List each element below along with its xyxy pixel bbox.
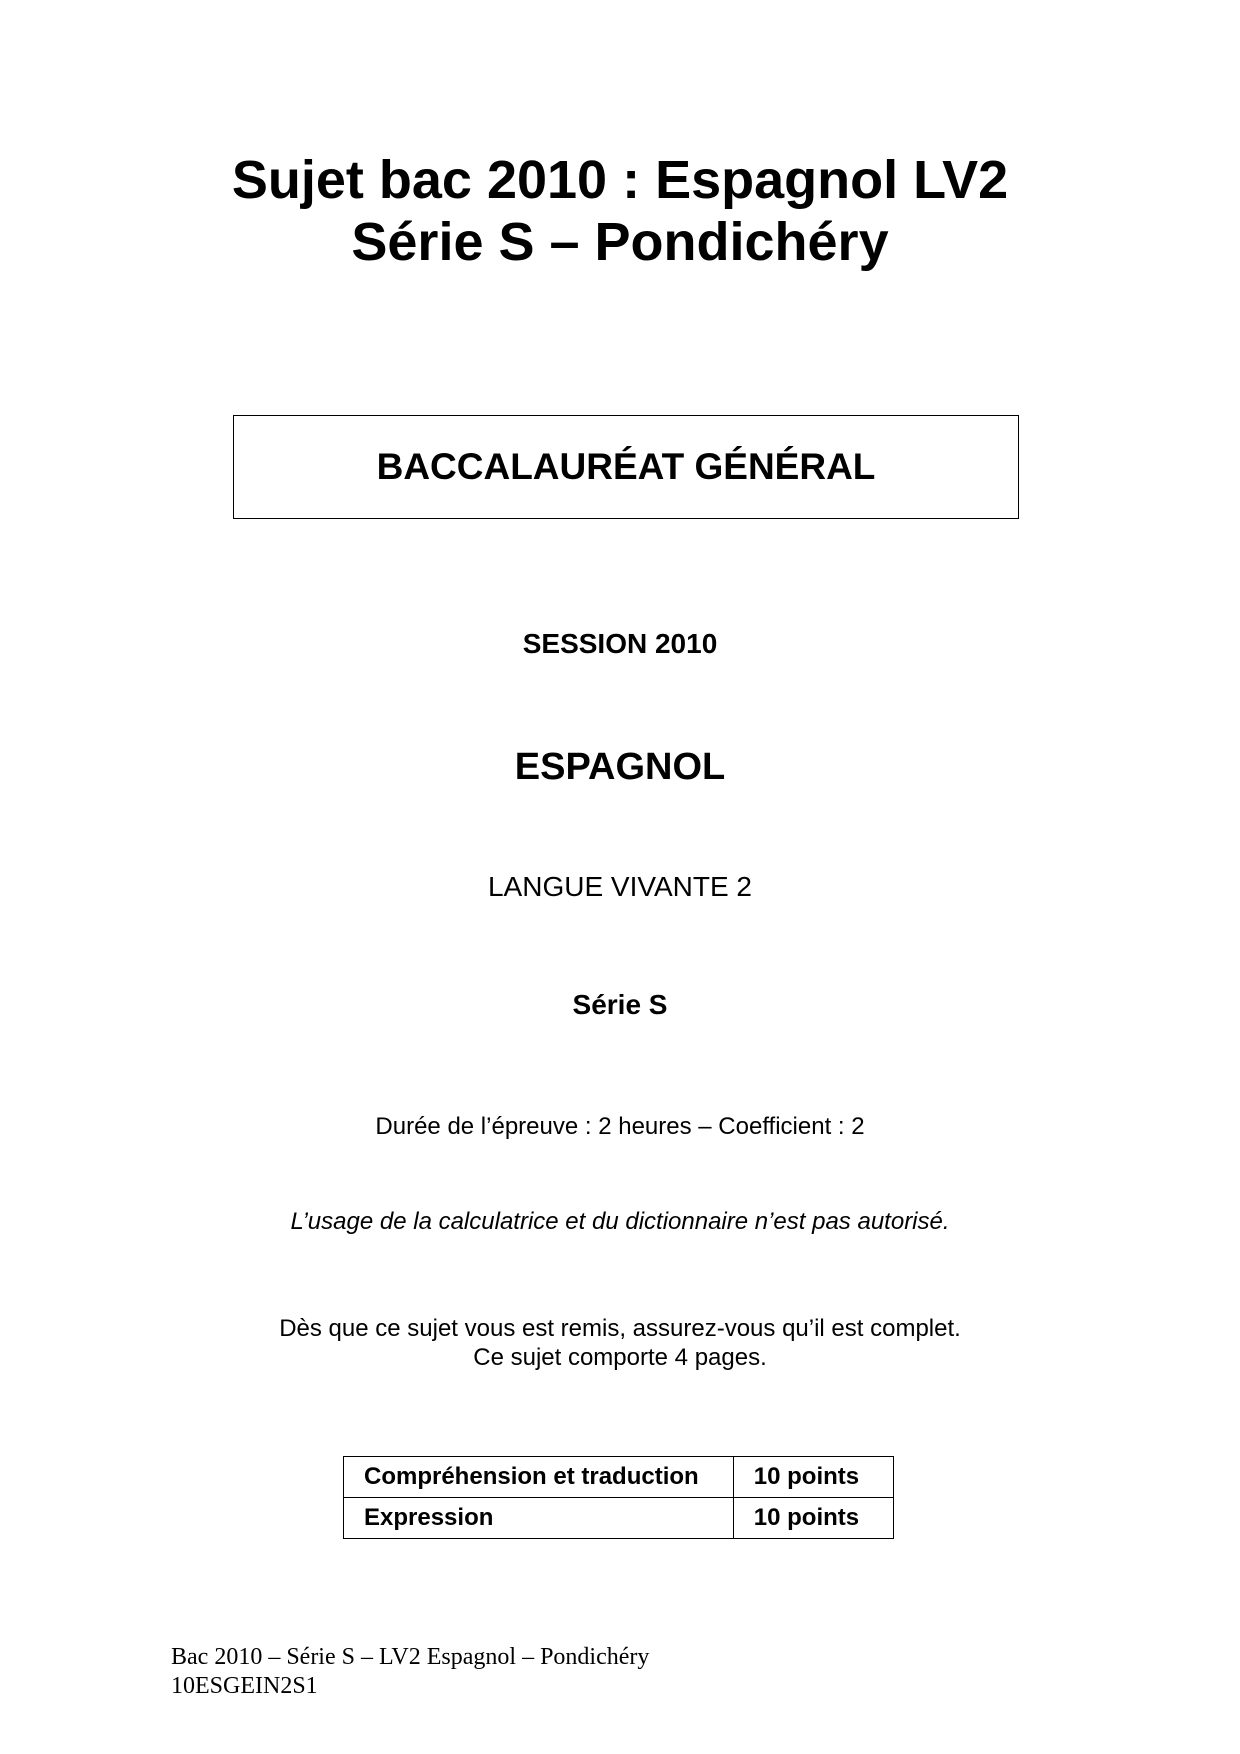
page-title-line-1: Sujet bac 2010 : Espagnol LV2: [231, 150, 1009, 210]
subject-heading: ESPAGNOL: [514, 746, 726, 788]
footer-code: 10ESGEIN2S1: [171, 1673, 318, 1699]
instructions-line-2: Ce sujet comporte 4 pages.: [473, 1344, 767, 1371]
table-row: [344, 1457, 894, 1498]
table-cell-points: 10 points: [733, 1498, 893, 1539]
table-cell-points: 10 points: [733, 1457, 893, 1498]
exam-type-box: [233, 415, 1019, 519]
instructions-line-1: Dès que ce sujet vous est remis, assurez-vous qu’il est complet.: [279, 1315, 961, 1342]
points-table: [343, 1456, 894, 1539]
table-cell-section: Expression: [344, 1498, 734, 1539]
duration-text: Durée de l’épreuve : 2 heures – Coefficient : 2: [375, 1113, 865, 1140]
usage-notice: L’usage de la calculatrice et du dictionnaire n’est pas autorisé.: [290, 1208, 950, 1235]
table-row: [344, 1498, 894, 1539]
footer-line-1: Bac 2010 – Série S – LV2 Espagnol – Pondichéry: [171, 1644, 650, 1670]
page-title-line-2: Série S – Pondichéry: [351, 212, 889, 272]
serie-label: Série S: [572, 989, 668, 1020]
language-level: LANGUE VIVANTE 2: [487, 871, 752, 902]
session-label: SESSION 2010: [522, 628, 718, 659]
page-footer: [171, 1643, 649, 1701]
table-cell-section: Compréhension et traduction: [344, 1457, 734, 1498]
exam-type-label: BACCALAURÉAT GÉNÉRAL: [376, 446, 876, 487]
